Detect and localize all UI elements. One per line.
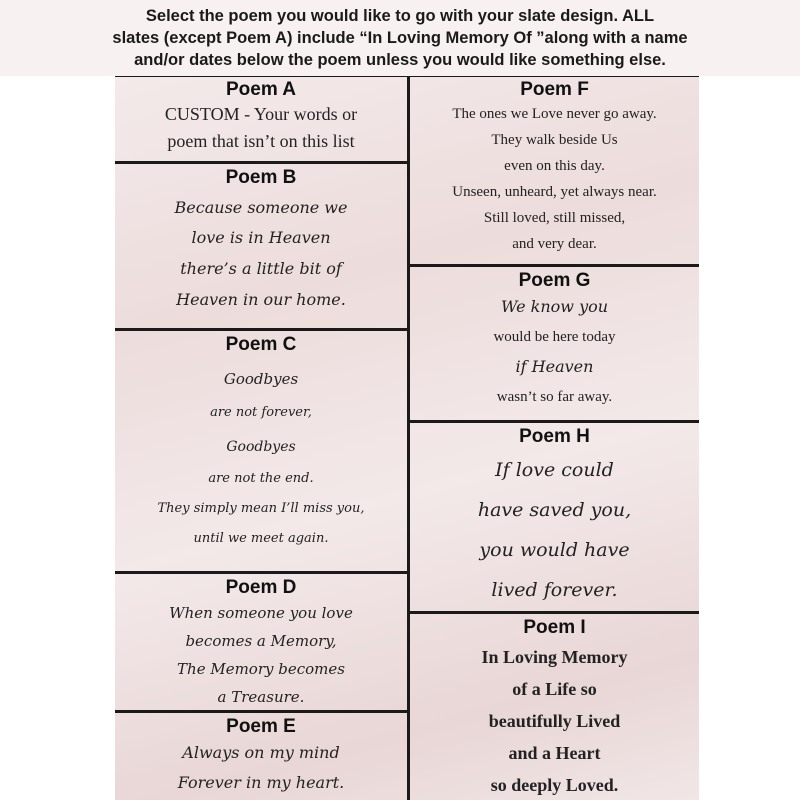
poem-f-line: Unseen, unheard, yet always near. <box>452 184 657 200</box>
poem-d-line: a Treasure. <box>217 688 305 706</box>
column-divider <box>407 76 410 800</box>
poem-a-title: Poem A <box>225 79 297 100</box>
instructions-header <box>0 0 800 76</box>
poem-h-title: Poem H <box>519 426 590 447</box>
poem-b-title: Poem B <box>225 167 297 188</box>
poem-a-line: poem that isn’t on this list <box>167 131 355 151</box>
divider-g-h <box>410 420 699 423</box>
poem-i-line: and a Heart <box>508 743 601 763</box>
poem-f-line: Still loved, still missed, <box>483 210 626 226</box>
poem-b-line: there’s a little bit of <box>180 259 342 278</box>
poem-sheet <box>115 0 699 800</box>
poem-c-line: are not the end. <box>208 471 314 486</box>
poem-d-line: The Memory becomes <box>177 660 345 678</box>
poem-h-line: If love could <box>495 459 614 481</box>
poem-i-title: Poem I <box>523 617 586 638</box>
poem-h-line: lived forever. <box>491 579 618 601</box>
poem-f-title: Poem F <box>520 79 589 100</box>
poem-g-line: We know you <box>500 297 609 316</box>
poem-g-line: if Heaven <box>515 357 594 376</box>
poem-c-line: are not forever, <box>210 405 312 420</box>
poem-g-line: would be here today <box>493 329 616 345</box>
poem-f-line: even on this day. <box>504 158 605 174</box>
poem-e-line: Always on my mind <box>182 743 340 762</box>
poem-c-title: Poem C <box>225 334 297 355</box>
instructions-line: slates (except Poem A) include “In Loving Memory Of ”along with a name <box>112 29 688 47</box>
divider-b-c <box>115 328 407 331</box>
poem-d-line: When someone you love <box>169 604 353 622</box>
poem-b-panel[interactable] <box>115 164 407 328</box>
poem-b-line: love is in Heaven <box>191 228 331 247</box>
poem-h-line: have saved you, <box>477 499 632 521</box>
instructions-line: Select the poem you would like to go with your slate design. ALL <box>145 7 655 25</box>
poem-i-line: so deeply Loved. <box>490 775 619 795</box>
poem-c-line: They simply mean I’ll miss you, <box>157 501 365 516</box>
divider-a-b <box>115 161 407 164</box>
poem-h-panel[interactable] <box>410 423 699 611</box>
poem-g-line: wasn’t so far away. <box>496 389 613 405</box>
poem-e-line: Forever in my heart. <box>177 773 345 792</box>
poem-e-title: Poem E <box>226 716 296 737</box>
poem-e-panel[interactable] <box>115 713 407 800</box>
poem-i-line: beautifully Lived <box>488 711 621 731</box>
poem-f-panel[interactable] <box>410 76 699 264</box>
poem-i-line: In Loving Memory <box>481 647 628 667</box>
poem-c-line: Goodbyes <box>226 439 296 455</box>
poem-c-panel[interactable] <box>115 331 407 571</box>
poem-g-title: Poem G <box>518 270 591 291</box>
poem-i-panel[interactable] <box>410 614 699 800</box>
poem-b-line: Because someone we <box>174 198 348 217</box>
divider-h-i <box>410 611 699 614</box>
poem-c-line: until we meet again. <box>193 531 329 546</box>
poem-f-line: They walk beside Us <box>491 132 618 148</box>
poem-a-panel[interactable] <box>115 76 407 162</box>
poem-d-title: Poem D <box>225 577 297 598</box>
divider-d-e <box>115 710 407 713</box>
poem-c-line: Goodbyes <box>223 370 299 388</box>
poem-i-line: of a Life so <box>512 679 597 699</box>
poem-d-line: becomes a Memory, <box>185 632 337 650</box>
divider-f-g <box>410 264 699 267</box>
instructions-line: and/or dates below the poem unless you would like something else. <box>134 51 666 69</box>
poem-b-line: Heaven in our home. <box>176 290 346 309</box>
poem-a-line: CUSTOM - Your words or <box>164 104 358 124</box>
poem-h-line: you would have <box>479 539 630 561</box>
poem-f-line: The ones we Love never go away. <box>452 106 657 122</box>
poem-g-panel[interactable] <box>410 267 699 420</box>
divider-c-d <box>115 571 407 574</box>
poem-d-panel[interactable] <box>115 574 407 710</box>
poem-f-line: and very dear. <box>512 236 597 252</box>
